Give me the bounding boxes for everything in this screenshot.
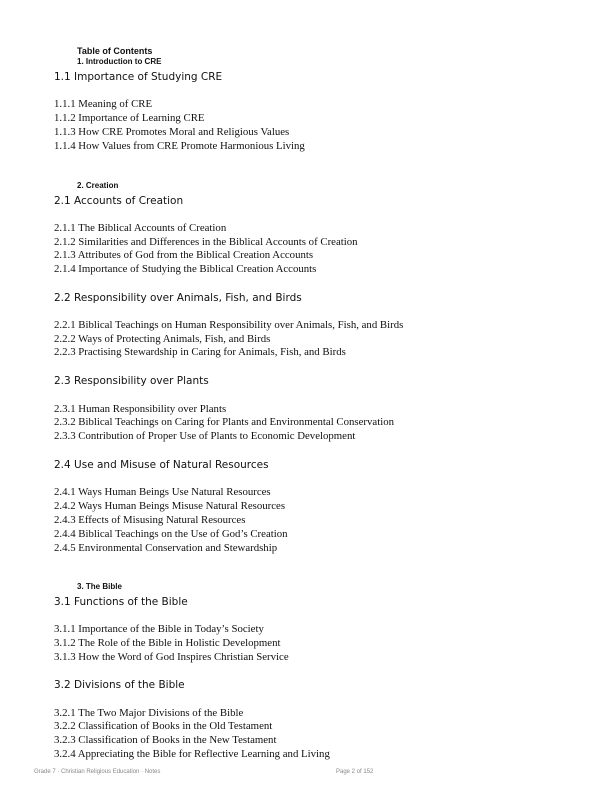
subsection-title: 2.1 Accounts of Creation	[54, 195, 184, 207]
toc-item: 3.1.1 Importance of the Bible in Today’s Society	[54, 623, 264, 635]
toc-item: 3.2.3 Classification of Books in the New Testament	[54, 734, 277, 746]
section-heading: 2. Creation	[77, 181, 119, 190]
toc-item: 1.1.3 How CRE Promotes Moral and Religious Values	[54, 126, 290, 138]
toc-item: 1.1.4 How Values from CRE Promote Harmonious Living	[54, 140, 305, 152]
footer-page-number: Page 2 of 152	[336, 769, 374, 775]
toc-item: 2.4.5 Environmental Conservation and Stewardship	[54, 542, 278, 554]
subsection-title: 2.4 Use and Misuse of Natural Resources	[54, 459, 269, 471]
toc-item: 2.2.2 Ways of Protecting Animals, Fish, and Birds	[54, 333, 271, 345]
toc-item: 2.2.1 Biblical Teachings on Human Responsibility over Animals, Fish, and Birds	[54, 319, 404, 331]
toc-item: 3.1.2 The Role of the Bible in Holistic Development	[54, 637, 281, 649]
toc-item: 1.1.2 Importance of Learning CRE	[54, 112, 205, 124]
subsection-title: 3.1 Functions of the Bible	[54, 596, 188, 608]
toc-item: 2.4.3 Effects of Misusing Natural Resources	[54, 514, 246, 526]
toc-item: 2.1.2 Similarities and Differences in the Biblical Accounts of Creation	[54, 236, 358, 248]
toc-item: 2.3.3 Contribution of Proper Use of Plants to Economic Development	[54, 430, 356, 442]
toc-item: 2.3.2 Biblical Teachings on Caring for Plants and Environmental Conservation	[54, 416, 394, 428]
subsection-title: 3.2 Divisions of the Bible	[54, 679, 185, 691]
subsection-title: 2.2 Responsibility over Animals, Fish, and Birds	[54, 292, 302, 304]
footer-document-title: Grade 7 · Christian Religious Education · Notes	[34, 769, 161, 775]
toc-item: 2.3.1 Human Responsibility over Plants	[54, 403, 227, 415]
subsection-title: 1.1 Importance of Studying CRE	[54, 71, 223, 83]
toc-item: 3.2.4 Appreciating the Bible for Reflective Learning and Living	[54, 748, 330, 760]
section-heading: 1. Introduction to CRE	[77, 57, 162, 66]
toc-item: 2.4.1 Ways Human Beings Use Natural Resources	[54, 486, 271, 498]
toc-item: 3.2.2 Classification of Books in the Old Testament	[54, 720, 273, 732]
toc-title: Table of Contents	[77, 46, 153, 56]
toc-item: 2.2.3 Practising Stewardship in Caring for Animals, Fish, and Birds	[54, 346, 346, 358]
toc-item: 2.1.4 Importance of Studying the Biblical Creation Accounts	[54, 263, 317, 275]
toc-item: 1.1.1 Meaning of CRE	[54, 98, 153, 110]
subsection-title: 2.3 Responsibility over Plants	[54, 375, 209, 387]
toc-item: 2.1.1 The Biblical Accounts of Creation	[54, 222, 227, 234]
toc-item: 2.1.3 Attributes of God from the Biblical Creation Accounts	[54, 249, 314, 261]
toc-item: 2.4.4 Biblical Teachings on the Use of God’s Creation	[54, 528, 288, 540]
toc-item: 3.1.3 How the Word of God Inspires Christian Service	[54, 651, 289, 663]
toc-item: 3.2.1 The Two Major Divisions of the Bible	[54, 707, 244, 719]
toc-item: 2.4.2 Ways Human Beings Misuse Natural Resources	[54, 500, 286, 512]
section-heading: 3. The Bible	[77, 582, 122, 591]
